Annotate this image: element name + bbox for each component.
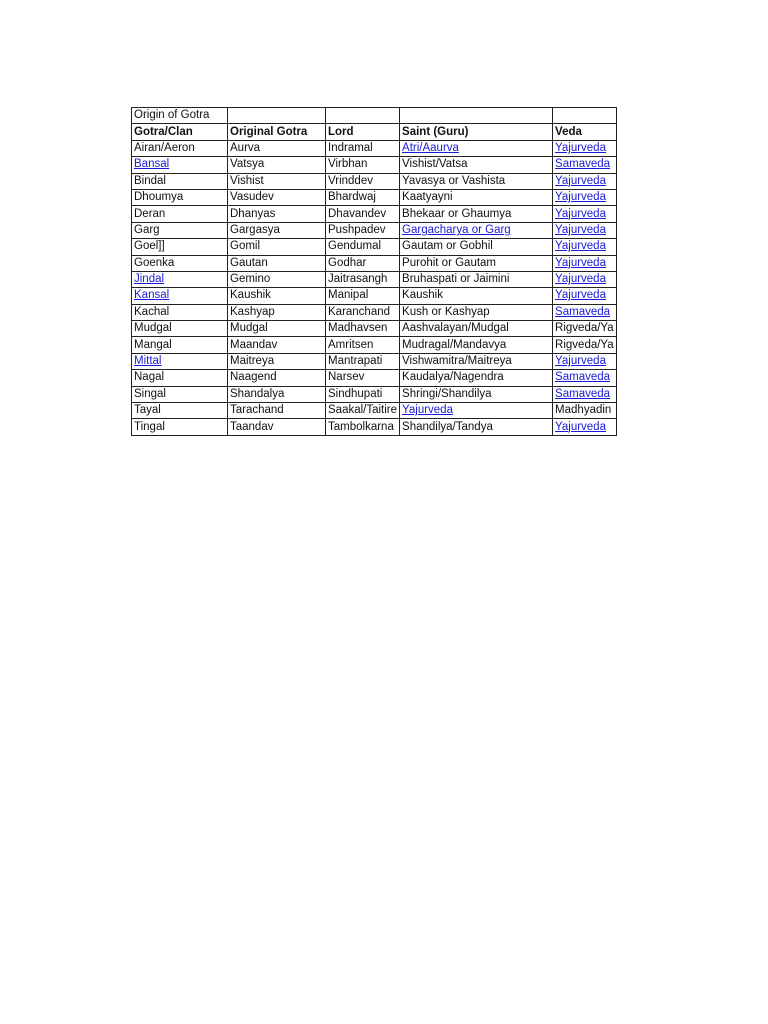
veda-cell — [553, 239, 617, 255]
header-gotra-clan: Gotra/Clan — [132, 124, 228, 140]
header-saint-guru: Saint (Guru) — [400, 124, 553, 140]
gotra-clan-cell: Kachal — [132, 304, 228, 320]
gotra-clan-cell: Tingal — [132, 419, 228, 435]
table-row — [132, 173, 617, 189]
gotra-clan-cell: Dhoumya — [132, 189, 228, 205]
cell-link[interactable]: Gargacharya or Garg — [402, 223, 511, 236]
saint-guru-cell — [400, 403, 553, 419]
cell-link[interactable]: Yajurveda — [555, 420, 606, 433]
lord-cell: Madhavsen — [326, 321, 400, 337]
veda-cell — [553, 157, 617, 173]
original-gotra-cell: Shandalya — [228, 386, 326, 402]
cell-link[interactable]: Jindal — [134, 273, 165, 286]
gotra-clan-cell — [132, 157, 228, 173]
original-gotra-cell: Gautan — [228, 255, 326, 271]
table-row — [132, 157, 617, 173]
gotra-clan-cell: Singal — [132, 386, 228, 402]
saint-guru-cell: Vishwamitra/Maitreya — [400, 353, 553, 369]
veda-cell — [553, 173, 617, 189]
gotra-table — [131, 107, 617, 436]
empty-cell — [228, 108, 326, 124]
table-row — [132, 419, 617, 435]
veda-cell — [553, 271, 617, 287]
cell-link[interactable]: Mittal — [134, 355, 162, 368]
lord-cell: Amritsen — [326, 337, 400, 353]
saint-guru-cell: Shringi/Shandilya — [400, 386, 553, 402]
gotra-clan-cell: Bindal — [132, 173, 228, 189]
saint-guru-cell: Aashvalayan/Mudgal — [400, 321, 553, 337]
gotra-clan-cell — [132, 353, 228, 369]
veda-cell — [553, 206, 617, 222]
cell-link[interactable]: Yajurveda — [402, 404, 453, 417]
veda-cell — [553, 140, 617, 156]
gotra-clan-cell — [132, 271, 228, 287]
table-row — [132, 189, 617, 205]
saint-guru-cell: Kaatyayni — [400, 189, 553, 205]
original-gotra-cell: Tarachand — [228, 403, 326, 419]
saint-guru-cell: Shandilya/Tandya — [400, 419, 553, 435]
table-row — [132, 337, 617, 353]
cell-link[interactable]: Yajurveda — [555, 240, 606, 253]
header-original-gotra: Original Gotra — [228, 124, 326, 140]
cell-link[interactable]: Samaveda — [555, 387, 611, 400]
saint-guru-cell: Kaudalya/Nagendra — [400, 370, 553, 386]
gotra-clan-cell: Mangal — [132, 337, 228, 353]
cell-link[interactable]: Yajurveda — [555, 191, 606, 204]
cell-link[interactable]: Yajurveda — [555, 289, 606, 302]
gotra-clan-cell — [132, 288, 228, 304]
gotra-clan-cell: Goel]] — [132, 239, 228, 255]
saint-guru-cell: Yavasya or Vashista — [400, 173, 553, 189]
original-gotra-cell: Aurva — [228, 140, 326, 156]
gotra-table-body — [132, 108, 617, 436]
saint-guru-cell: Gautam or Gobhil — [400, 239, 553, 255]
cell-link[interactable]: Yajurveda — [555, 141, 606, 154]
table-title: Origin of Gotra — [132, 108, 228, 124]
table-title-row — [132, 108, 617, 124]
lord-cell: Manipal — [326, 288, 400, 304]
table-row — [132, 304, 617, 320]
saint-guru-cell: Kush or Kashyap — [400, 304, 553, 320]
original-gotra-cell: Mudgal — [228, 321, 326, 337]
lord-cell: Pushpadev — [326, 222, 400, 238]
table-row — [132, 271, 617, 287]
cell-link[interactable]: Yajurveda — [555, 256, 606, 269]
lord-cell: Narsev — [326, 370, 400, 386]
lord-cell: Jaitrasangh — [326, 271, 400, 287]
saint-guru-cell: Mudragal/Mandavya — [400, 337, 553, 353]
original-gotra-cell: Naagend — [228, 370, 326, 386]
table-row — [132, 239, 617, 255]
table-row — [132, 353, 617, 369]
veda-cell — [553, 288, 617, 304]
cell-link[interactable]: Samaveda — [555, 371, 611, 384]
cell-link[interactable]: Yajurveda — [555, 273, 606, 286]
header-veda: Veda — [553, 124, 617, 140]
lord-cell: Sindhupati — [326, 386, 400, 402]
table-row — [132, 370, 617, 386]
original-gotra-cell: Vatsya — [228, 157, 326, 173]
table-row — [132, 386, 617, 402]
original-gotra-cell: Maitreya — [228, 353, 326, 369]
lord-cell: Godhar — [326, 255, 400, 271]
cell-link[interactable]: Kansal — [134, 289, 170, 302]
veda-cell: Rigveda/Ya — [553, 321, 617, 337]
gotra-clan-cell: Mudgal — [132, 321, 228, 337]
table-row — [132, 321, 617, 337]
veda-cell — [553, 304, 617, 320]
veda-cell — [553, 222, 617, 238]
saint-guru-cell: Vishist/Vatsa — [400, 157, 553, 173]
original-gotra-cell: Vishist — [228, 173, 326, 189]
lord-cell: Mantrapati — [326, 353, 400, 369]
saint-guru-cell: Bruhaspati or Jaimini — [400, 271, 553, 287]
empty-cell — [326, 108, 400, 124]
veda-cell — [553, 419, 617, 435]
veda-cell — [553, 189, 617, 205]
cell-link[interactable]: Yajurveda — [555, 223, 606, 236]
saint-guru-cell: Kaushik — [400, 288, 553, 304]
table-row — [132, 206, 617, 222]
veda-cell — [553, 370, 617, 386]
table-row — [132, 222, 617, 238]
gotra-clan-cell: Airan/Aeron — [132, 140, 228, 156]
header-lord: Lord — [326, 124, 400, 140]
saint-guru-cell — [400, 222, 553, 238]
gotra-clan-cell: Goenka — [132, 255, 228, 271]
saint-guru-cell — [400, 140, 553, 156]
cell-link[interactable]: Samaveda — [555, 305, 611, 318]
original-gotra-cell: Kaushik — [228, 288, 326, 304]
gotra-clan-cell: Deran — [132, 206, 228, 222]
lord-cell: Saakal/Taitire — [326, 403, 400, 419]
veda-cell: Madhyadin — [553, 403, 617, 419]
original-gotra-cell: Gargasya — [228, 222, 326, 238]
saint-guru-cell: Bhekaar or Ghaumya — [400, 206, 553, 222]
table-row — [132, 403, 617, 419]
lord-cell: Vrinddev — [326, 173, 400, 189]
original-gotra-cell: Kashyap — [228, 304, 326, 320]
original-gotra-cell: Vasudev — [228, 189, 326, 205]
original-gotra-cell: Gomil — [228, 239, 326, 255]
lord-cell: Gendumal — [326, 239, 400, 255]
table-row — [132, 140, 617, 156]
veda-cell — [553, 353, 617, 369]
empty-cell — [400, 108, 553, 124]
lord-cell: Indramal — [326, 140, 400, 156]
table-row — [132, 288, 617, 304]
lord-cell: Bhardwaj — [326, 189, 400, 205]
cell-link[interactable]: Atri/Aaurva — [402, 141, 459, 154]
original-gotra-cell: Gemino — [228, 271, 326, 287]
veda-cell: Rigveda/Ya — [553, 337, 617, 353]
original-gotra-cell: Taandav — [228, 419, 326, 435]
veda-cell — [553, 255, 617, 271]
cell-link[interactable]: Samaveda — [555, 158, 611, 171]
original-gotra-cell: Maandav — [228, 337, 326, 353]
gotra-clan-cell: Nagal — [132, 370, 228, 386]
cell-link[interactable]: Yajurveda — [555, 207, 606, 220]
table-row — [132, 255, 617, 271]
empty-cell — [553, 108, 617, 124]
cell-link[interactable]: Yajurveda — [555, 174, 606, 187]
table-header-row — [132, 124, 617, 140]
gotra-clan-cell: Tayal — [132, 403, 228, 419]
lord-cell: Virbhan — [326, 157, 400, 173]
original-gotra-cell: Dhanyas — [228, 206, 326, 222]
lord-cell: Tambolkarna — [326, 419, 400, 435]
veda-cell — [553, 386, 617, 402]
saint-guru-cell: Purohit or Gautam — [400, 255, 553, 271]
lord-cell: Karanchand — [326, 304, 400, 320]
lord-cell: Dhavandev — [326, 206, 400, 222]
cell-link[interactable]: Bansal — [134, 158, 170, 171]
gotra-clan-cell: Garg — [132, 222, 228, 238]
cell-link[interactable]: Yajurveda — [555, 355, 606, 368]
